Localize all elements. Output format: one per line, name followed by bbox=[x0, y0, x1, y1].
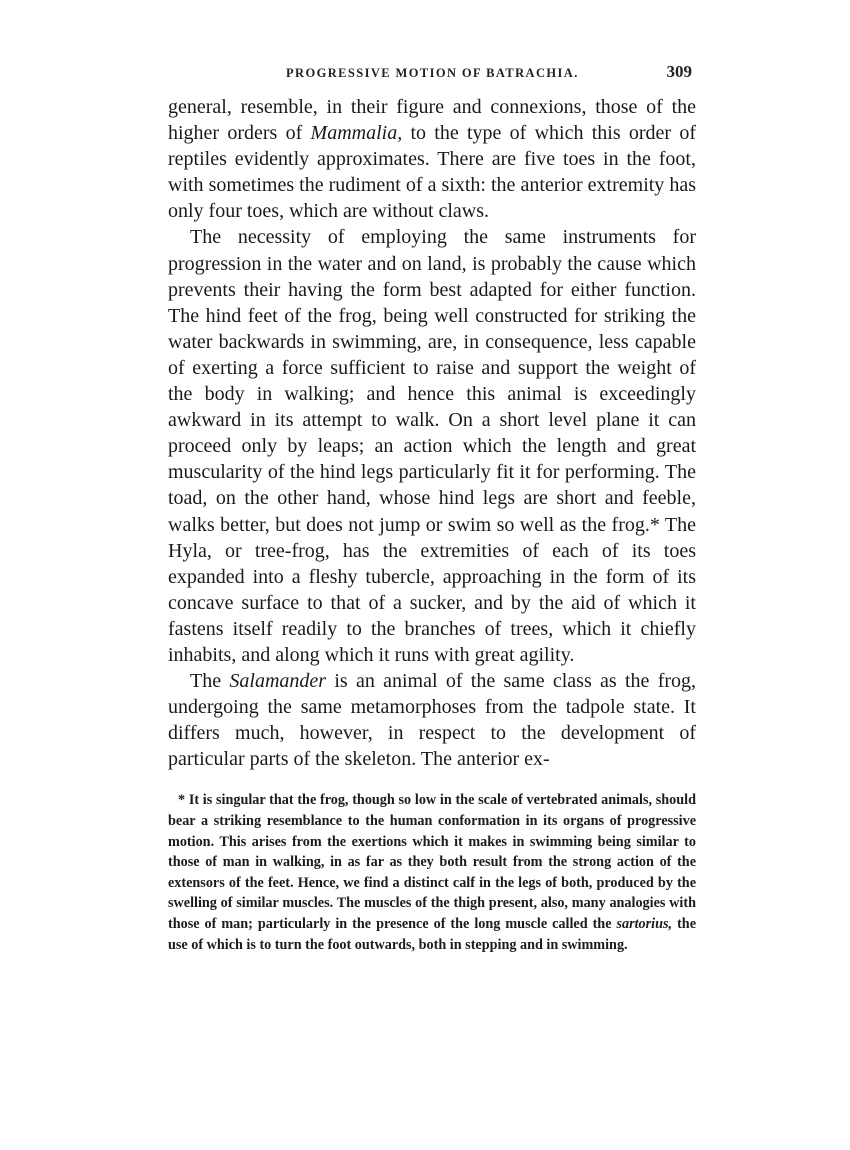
paragraph-3 bbox=[168, 668, 696, 772]
running-title: PROGRESSIVE MOTION OF BATRACHIA. bbox=[286, 66, 579, 80]
footnote-part-3: the use of which is to turn the foot outwards, both in stepping and in swimming. bbox=[168, 916, 696, 953]
running-head bbox=[168, 60, 696, 86]
footnote-italic-sartorius: sartorius, bbox=[616, 916, 673, 932]
paragraph-1-part-1: general, resemble, in their figure and connexions, those of the higher orders of bbox=[168, 96, 696, 145]
paragraph-3-part-1: The bbox=[190, 670, 230, 693]
footnote bbox=[168, 790, 696, 955]
footnote-part-1: * It is singular that the frog, though so low in the scale of vertebrated animals, should bear a striking resemblance to the human conformation in its organs of progressive motion. This arises from the exertions which it makes in swimming being similar to those of man in walking, in as far as they both result from the strong action of the extensors of the feet. Hence, we find a distinct calf in the legs of both, produced by the swelling of similar muscles. The muscles of the thigh present, also, many analogies with those of man; particularly in the presence of the long muscle called the bbox=[168, 792, 696, 932]
paragraph-1-part-3: to the type of which this order of reptiles evidently approximates. There are five toes in the foot, with sometimes the rudiment of a sixth: the anterior extremity has only four toes, which are without claws. bbox=[168, 122, 697, 223]
page-number: 309 bbox=[666, 62, 692, 81]
paragraph-3-part-3: is an animal of the same class as the frog, undergoing the same metamorphoses from the tadpole state. It differs much, however, in respect to the development of particular parts of the skeleton. The anterior ex- bbox=[168, 670, 697, 771]
paragraph-1-italic-mammalia: Mammalia, bbox=[310, 122, 403, 145]
paragraph-2 bbox=[168, 224, 696, 668]
paragraph-3-italic-salamander: Salamander bbox=[229, 670, 327, 693]
book-page bbox=[168, 60, 696, 955]
body-text bbox=[168, 94, 696, 772]
paragraph-1 bbox=[168, 94, 696, 224]
paragraph-2-text: The necessity of employing the same instruments for progression in the water and on land, is probably the cause which prevents their having the form best adapted for either function. The hind feet of the frog, being well constructed for striking the water backwards in swimming, are, in consequence, less capable of exerting a force sufficient to raise and support the weight of the body in walking; and hence this animal is exceedingly awkward in its attempt to walk. On a short level plane it can proceed only by leaps; an action which the length and great muscularity of the hind legs particularly fit it for performing. The toad, on the other hand, whose hind legs are short and feeble, walks better, but does not jump or swim so well as the frog.* The Hyla, or tree-frog, has the extremities of each of its toes expanded into a fleshy tubercle, approaching in the form of its concave surface to that of a sucker, and by the aid of which it fastens itself readily to the branches of trees, which it chiefly inhabits, and along which it runs with great agility. bbox=[168, 226, 696, 666]
